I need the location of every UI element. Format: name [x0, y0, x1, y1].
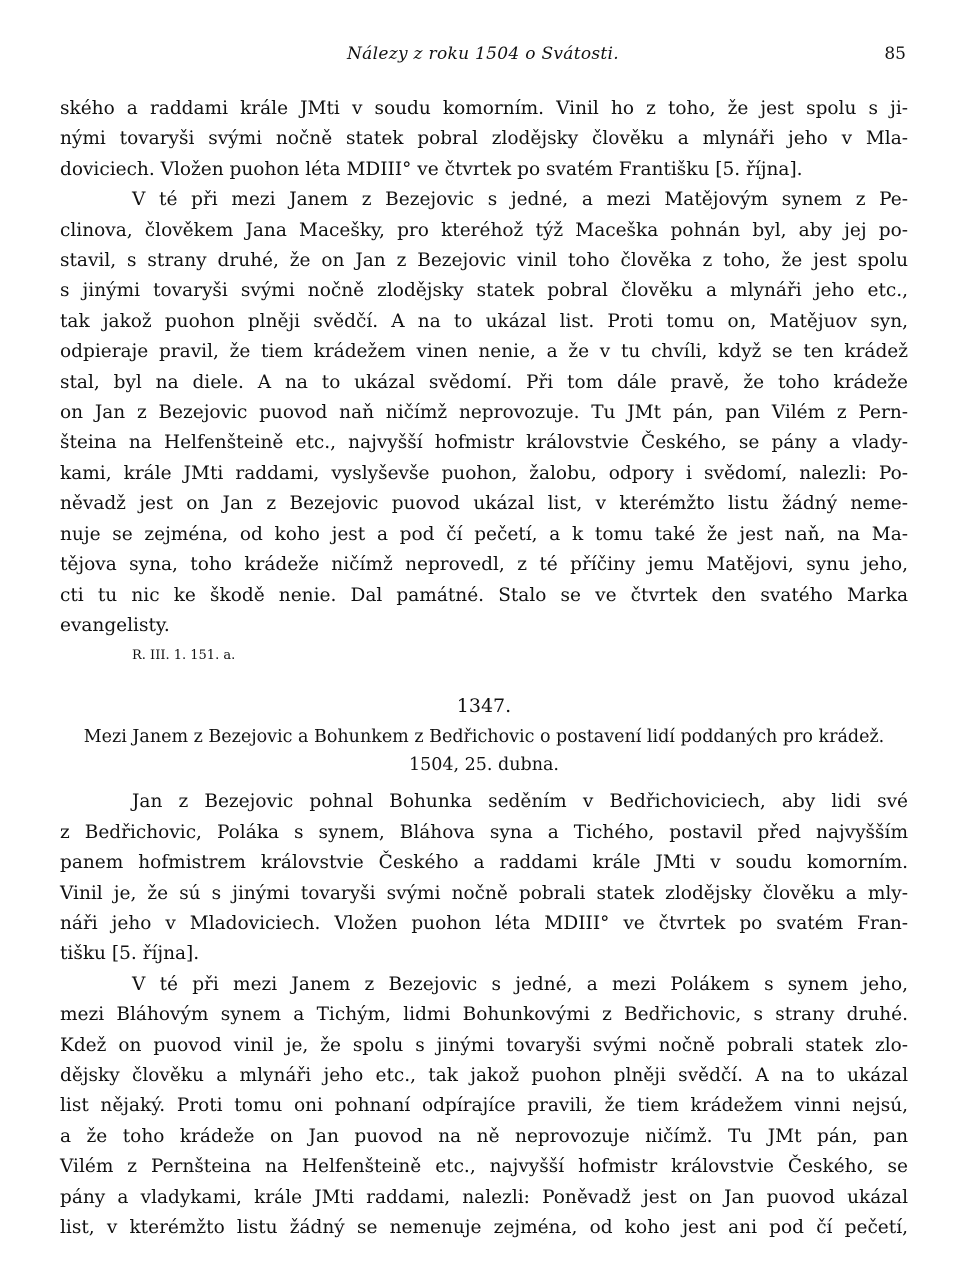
text-line: on Jan z Bezejovic puovod naň ničímž neprovozuje. Tu JMt pán, pan Vilém z Pern- — [60, 402, 908, 424]
text-line: z Bedřichovic, Poláka s synem, Bláhova syna a Tichého, postavil před najvyšším — [60, 821, 908, 843]
text-line: a že toho krádeže on Jan puovod na ně neprovozuje ničímž. Tu JMt pán, pan — [60, 1125, 908, 1147]
text-line: stavil, s strany druhé, že on Jan z Bezejovic vinil toho člověka z toho, že jest spolu — [60, 250, 908, 272]
text-line: ského a raddami krále JMti v soudu komorním. Vinil ho z toho, že jest spolu s ji- — [60, 98, 908, 119]
text-line: Vinil je, že sú s jinými tovaryši svými nočně pobrali statek zlodějsky člověku a mly- — [60, 882, 908, 904]
paragraph-judgment — [60, 185, 908, 641]
text-line: list, v kterémžto listu žádný se nemenuje zejména, od koho jest ani pod čí pečetí, — [60, 1217, 908, 1238]
text-line: Kdež on puovod vinil je, že spolu s jinými tovaryši svými nočně pobrali statek zlo- — [60, 1034, 908, 1056]
text-line: mezi Bláhovým synem a Tichým, lidmi Bohunkovými z Bedřichovic, s strany druhé. — [60, 1004, 908, 1026]
text-line: kami, krále JMti raddami, vyslyševše puohon, žalobu, odpory i svědomí, nalezli: Po- — [60, 462, 908, 484]
source-reference: R. III. 1. 151. a. — [132, 648, 236, 664]
text-line: pány a vladykami, krále JMti raddami, nalezli: Poněvadž jest on Jan puovod ukázal — [60, 1186, 908, 1208]
paragraph-summons — [60, 787, 908, 969]
text-line: stal, byl na diele. A na to ukázal svědomí. Při tom dále pravě, že toho krádeže — [60, 371, 908, 393]
text-line: list nějaký. Proti tomu oni pohnaní odpírajíce pravili, že tiem krádežem vinni nejsú, — [60, 1095, 908, 1117]
document-number: 1347. — [456, 695, 512, 718]
text-line: tišku [5. října]. — [60, 943, 200, 965]
page-number: 85 — [884, 44, 906, 64]
text-line: evangelisty. — [60, 614, 170, 636]
text-line: něvadž jest on Jan z Bezejovic puovod ukázal list, v kterémžto listu žádný neme- — [60, 493, 908, 515]
text-line: šteina na Helfenšteině etc., najvyšší hofmistr královstvie Českého, se pány a vlady- — [60, 432, 908, 454]
paragraph-judgment-2 — [60, 970, 908, 1244]
text-line: doviciech. Vložen puohon léta MDIII° ve čtvrtek po svatém Františku [5. října]. — [60, 158, 803, 180]
text-line: panem hofmistrem královstvie Českého a raddami krále JMti v soudu komorním. — [60, 852, 908, 874]
text-line: V té při mezi Janem z Bezejovic s jedné, a mezi Polákem s synem jeho, — [132, 973, 908, 995]
text-line: V té při mezi Janem z Bezejovic s jedné, a mezi Matějovým synem z Pe- — [132, 189, 908, 211]
text-line: dějsky člověku a mlynáři jeho etc., tak jakož puohon plněji svědčí. A na to ukázal — [60, 1064, 908, 1086]
page-header — [60, 44, 906, 74]
document-date: 1504, 25. dubna. — [409, 755, 559, 776]
paragraph-continuation — [60, 94, 908, 185]
text-line: s jinými tovaryši svými nočně zlodějsky statek pobral člověku a mlynáři jeho etc., — [60, 280, 908, 302]
text-line: Jan z Bezejovic pohnal Bohunka seděním v Bedřichoviciech, aby lidi své — [132, 791, 908, 813]
text-line: nými tovaryši svými nočně statek pobral zlodějsky člověku a mlynáři jeho v Mla- — [60, 128, 908, 150]
body-text — [60, 94, 908, 1243]
text-line: tak jakož puohon plněji svědčí. A na to ukázal list. Proti tomu on, Matějuov syn, — [60, 310, 908, 332]
running-title: Nálezy z roku 1504 o Svátosti. — [346, 44, 619, 64]
text-line: cti tu nic ke škodě nenie. Dal památné. Stalo se ve čtvrtek den svatého Marka — [60, 584, 908, 606]
text-line: náři jeho v Mladoviciech. Vložen puohon léta MDIII° ve čtvrtek po svatém Fran- — [60, 912, 908, 934]
document-title: Mezi Janem z Bezejovic a Bohunkem z Bedřichovic o postavení lidí poddaných pro krádež. — [83, 727, 885, 748]
text-line: clinova, člověkem Jana Macešky, pro kteréhož týž Maceška pohnán byl, aby jej po- — [60, 219, 908, 241]
text-line: nuje se zejména, od koho jest a pod čí pečetí, a k tomu také že jest naň, na Ma- — [60, 523, 908, 545]
text-line: tějova syna, toho krádeže ničímž neprovedl, z té příčiny jemu Matějovi, synu jeho, — [60, 554, 908, 576]
text-line: Vilém z Pernšteina na Helfenšteině etc., najvyšší hofmistr královstvie Českého, se — [60, 1156, 908, 1178]
text-line: odpieraje pravil, že tiem krádežem vinen nenie, a že v tu chvíli, když se ten krádež — [60, 341, 908, 363]
